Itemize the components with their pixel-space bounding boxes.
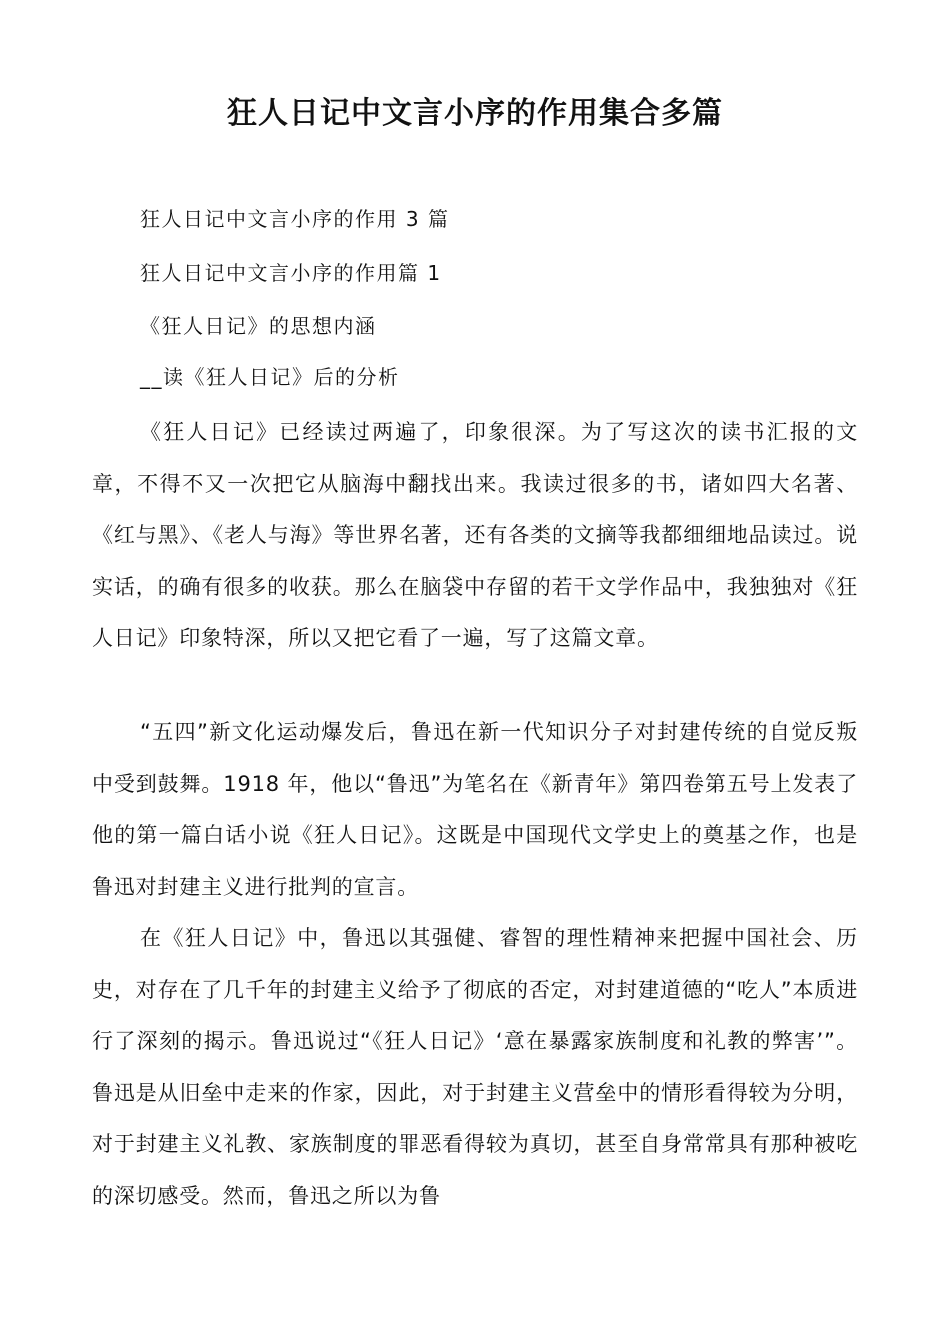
document-title: 狂人日记中文言小序的作用集合多篇 xyxy=(227,96,723,131)
topic-heading: 《狂人日记》的思想内涵 xyxy=(140,314,377,338)
subtitle-heading: 狂人日记中文言小序的作用 3 篇 xyxy=(140,207,450,231)
body-paragraph-3: 在《狂人日记》中，鲁迅以其强健、睿智的理性精神来把握中国社会、历史，对存在了几千年的封建主义给予了彻底的否定，对封建道德的“吃人”本质进行了深刻的揭示。鲁迅说过“《狂人日记》‘意在暴露家族制度和礼教的弊害’”。鲁迅是从旧垒中走来的作家，因此，对于封建主义营垒中的情形看得较为分明，对于封建主义礼教、家族制度的罪恶看得较为真切，甚至自身常常具有那种被吃的深切感受。然而，鲁迅之所以为鲁 xyxy=(92,926,858,1208)
analysis-heading: __读《狂人日记》后的分析 xyxy=(140,365,400,389)
section-heading: 狂人日记中文言小序的作用篇 1 xyxy=(140,261,442,285)
body-paragraph-1: 《狂人日记》已经读过两遍了，印象很深。为了写这次的读书汇报的文章，不得不又一次把它从脑海中翻找出来。我读过很多的书，诸如四大名著、《红与黑》、《老人与海》等世界名著，还有各类的文摘等我都细细地品读过。说实话，的确有很多的收获。那么在脑袋中存留的若干文学作品中，我独独对《狂人日记》印象特深，所以又把它看了一遍，写了这篇文章。 xyxy=(92,420,858,651)
body-paragraph-2: “五四”新文化运动爆发后，鲁迅在新一代知识分子对封建传统的自觉反叛中受到鼓舞。1918 年，他以“鲁迅”为笔名在《新青年》第四卷第五号上发表了他的第一篇白话小说《狂人日记》。这既是中国现代文学史上的奠基之作，也是鲁迅对封建主义进行批判的宣言。 xyxy=(92,720,858,899)
